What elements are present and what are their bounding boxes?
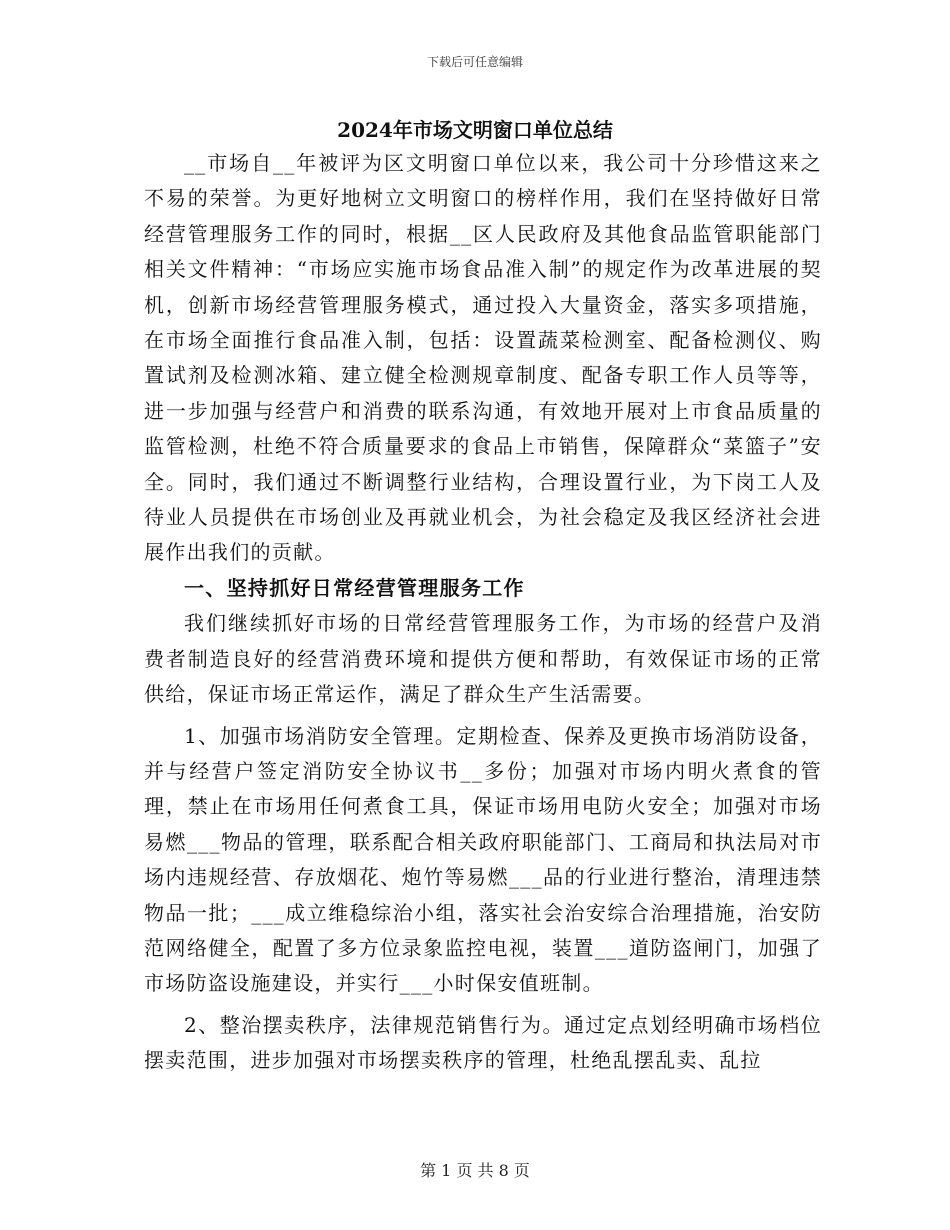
item-paragraph-1: 1、加强市场消防安全管理。定期检查、保养及更换市场消防设备，并与经营户签定消防安全协议书__多份；加强对市场内明火煮食的管理，禁止在市场用任何煮食工具，保证市场用电防火安全；加强对市场易燃___物品的管理，联系配合相关政府职能部门、工商局和执法局对市场内违规经营、存放烟花、炮竹等易燃___品的行业进行整治，清理违禁物品一批；___成立维稳综治小组，落实社会治安综合治理措施，治安防范网络健全，配置了多方位录象监控电视，装置___道防盗闸门，加强了市场防盗设施建设，并实行___小时保安值班制。 xyxy=(144,723,822,996)
page-footer: 第 1 页 共 8 页 xyxy=(420,1161,530,1180)
intro-paragraph: __市场自__年被评为区文明窗口单位以来，我公司十分珍惜这来之不易的荣誉。为更好地树立文明窗口的榜样作用，我们在坚持做好日常经营管理服务工作的同时，根据__区人民政府及其他食品监管职能部门相关文件精神：“市场应实施市场食品准入制”的规定作为改革进展的契机，创新市场经营管理服务模式，通过投入大量资金，落实多项措施，在市场全面推行食品准入制，包括：设置蔬菜检测室、配备检测仪、购置试剂及检测冰箱、建立健全检测规章制度、配备专职工作人员等等，进一步加强与经营户和消费的联系沟通，有效地开展对上市食品质量的监管检测，杜绝不符合质量要求的食品上市销售，保障群众“菜篮子”安全。同时，我们通过不断调整行业结构，合理设置行业，为下岗工人及待业人员提供在市场创业及再就业机会，为社会稳定及我区经济社会进展作出我们的贡献。 xyxy=(144,151,822,565)
section-heading: 一、坚持抓好日常经营管理服务工作 xyxy=(184,575,525,600)
document-body xyxy=(144,146,822,1079)
item-paragraph-2: 2、整治摆卖秩序，法律规范销售行为。通过定点划经明确市场档位摆卖范围，进步加强对市场摆卖秩序的管理，杜绝乱摆乱卖、乱拉 xyxy=(144,1012,822,1073)
document-title: 2024年市场文明窗口单位总结 xyxy=(337,118,613,142)
header-note: 下载后可任意编辑 xyxy=(426,55,523,69)
section-paragraph: 我们继续抓好市场的日常经营管理服务工作，为市场的经营户及消费者制造良好的经营消费环境和提供方便和帮助，有效保证市场的正常供给，保证市场正常运作，满足了群众生产生活需要。 xyxy=(144,611,822,707)
